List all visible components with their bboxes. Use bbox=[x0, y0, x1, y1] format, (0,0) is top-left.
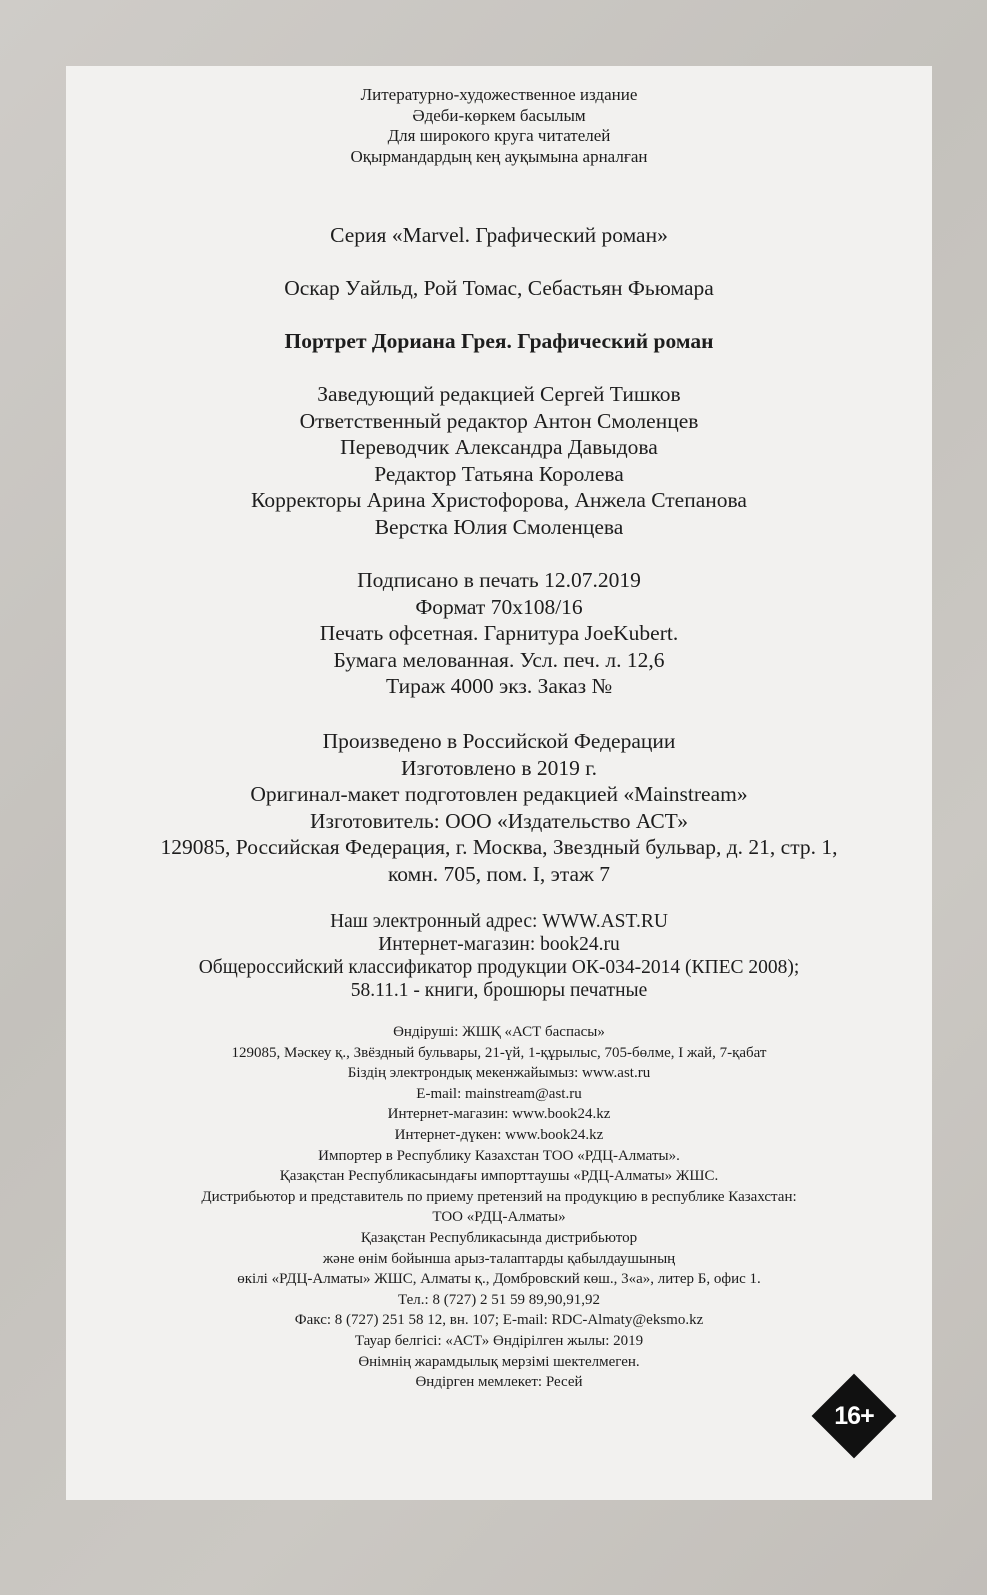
text-line: Қазақстан Республикасында дистрибьютор bbox=[360, 1229, 638, 1246]
print-info-block bbox=[66, 567, 932, 700]
text-line: Біздің электрондық мекенжайымыз: www.ast.ru bbox=[347, 1065, 651, 1082]
text-line: Тираж 4000 экз. Заказ № bbox=[386, 674, 612, 699]
text-line: Наш электронный адрес: WWW.AST.RU bbox=[330, 911, 668, 932]
text-line: Изготовлено в 2019 г. bbox=[400, 755, 598, 780]
text-line: Ответственный редактор Антон Смоленцев bbox=[299, 408, 699, 433]
title-block bbox=[66, 328, 932, 355]
text-line: Верстка Юлия Смоленцева bbox=[374, 514, 624, 539]
text-line: Әдеби-көркем басылым bbox=[412, 105, 586, 125]
text-line: Дистрибьютор и представитель по приему претензий на продукцию в республике Казахстан: bbox=[201, 1188, 797, 1205]
text-line: және өнім бойынша арыз-талаптарды қабылдаушының bbox=[322, 1250, 676, 1267]
text-line: Корректоры Арина Христофорова, Анжела Степанова bbox=[251, 488, 747, 513]
text-line: Импортер в Республику Казахстан ТОО «РДЦ-Алматы». bbox=[318, 1147, 680, 1164]
production-block bbox=[66, 728, 932, 888]
series-block bbox=[66, 222, 932, 249]
text-line: Подписано в печать 12.07.2019 bbox=[357, 568, 641, 592]
text-line: Интернет-дүкен: www.book24.kz bbox=[394, 1126, 604, 1143]
text-line: Интернет-магазин: book24.ru bbox=[378, 934, 620, 955]
text-line: Тел.: 8 (727) 2 51 59 89,90,91,92 bbox=[398, 1291, 600, 1308]
text-line: Переводчик Александра Давыдова bbox=[340, 435, 658, 460]
text-line: Портрет Дориана Грея. Графический роман bbox=[284, 329, 714, 353]
text-line: Өндірген мемлекет: Ресей bbox=[415, 1374, 583, 1391]
contacts-block bbox=[66, 910, 932, 1002]
text-line: Литературно-художественное издание bbox=[360, 85, 638, 104]
text-line: Редактор Татьяна Королева bbox=[374, 461, 624, 486]
text-line: Серия «Marvel. Графический роман» bbox=[330, 223, 668, 247]
text-line: Для широкого круга читателей bbox=[387, 126, 611, 145]
text-line: Произведено в Российской Федерации bbox=[322, 729, 676, 753]
text-line: Общероссийский классификатор продукции ОК-034-2014 (КПЕС 2008); bbox=[198, 957, 800, 978]
kazakh-info-block bbox=[66, 1022, 932, 1393]
text-line: Бумага мелованная. Усл. печ. л. 12,6 bbox=[333, 647, 665, 672]
text-line: Өндіруші: ЖШҚ «АСТ баспасы» bbox=[393, 1024, 605, 1040]
text-line: Оригинал-макет подготовлен редакцией «Mainstream» bbox=[250, 782, 748, 807]
text-line: Изготовитель: ООО «Издательство АСТ» bbox=[309, 808, 689, 833]
text-line: Факс: 8 (727) 251 58 12, вн. 107; E-mail: RDC-Almaty@eksmo.kz bbox=[294, 1312, 704, 1329]
authors-block bbox=[66, 275, 932, 302]
text-line: Тауар белгісі: «АСТ» Өндірілген жылы: 2019 bbox=[354, 1332, 644, 1349]
header-block bbox=[66, 85, 932, 167]
text-line: Оқырмандардың кең ауқымына арналған bbox=[350, 146, 648, 166]
text-line: Заведующий редакцией Сергей Тишков bbox=[317, 382, 681, 406]
text-line: өкілі «РДЦ-Алматы» ЖШС, Алматы қ., Домбровский көш., 3«а», литер Б, офис 1. bbox=[237, 1271, 761, 1288]
text-line: 58.11.1 - книги, брошюры печатные bbox=[350, 980, 648, 1001]
age-rating-badge bbox=[812, 1374, 896, 1458]
text-line: ТОО «РДЦ-Алматы» bbox=[432, 1209, 566, 1226]
text-line: Печать офсетная. Гарнитура JoeKubert. bbox=[319, 621, 679, 646]
text-line: E-mail: mainstream@ast.ru bbox=[416, 1085, 582, 1102]
age-rating-label: 16+ bbox=[834, 1402, 874, 1430]
staff-block bbox=[66, 381, 932, 541]
text-line: 129085, Российская Федерация, г. Москва, Звездный бульвар, д. 21, стр. 1, bbox=[160, 835, 838, 860]
text-line: Формат 70х108/16 bbox=[415, 594, 583, 619]
text-line: 129085, Мәскеу қ., Звёздный бульвары, 21-үй, 1-құрылыс, 705-бөлме, I жай, 7-қабат bbox=[231, 1044, 767, 1061]
text-line: Оскар Уайльд, Рой Томас, Себастьян Фьюмара bbox=[284, 276, 714, 300]
text-line: комн. 705, пом. I, этаж 7 bbox=[387, 861, 611, 886]
text-line: Өнімнің жарамдылық мерзімі шектелмеген. bbox=[358, 1353, 640, 1370]
text-line: Қазақстан Республикасындағы импорттаушы «РДЦ-Алматы» ЖШС. bbox=[279, 1168, 719, 1185]
text-line: Интернет-магазин: www.book24.kz bbox=[387, 1106, 611, 1123]
